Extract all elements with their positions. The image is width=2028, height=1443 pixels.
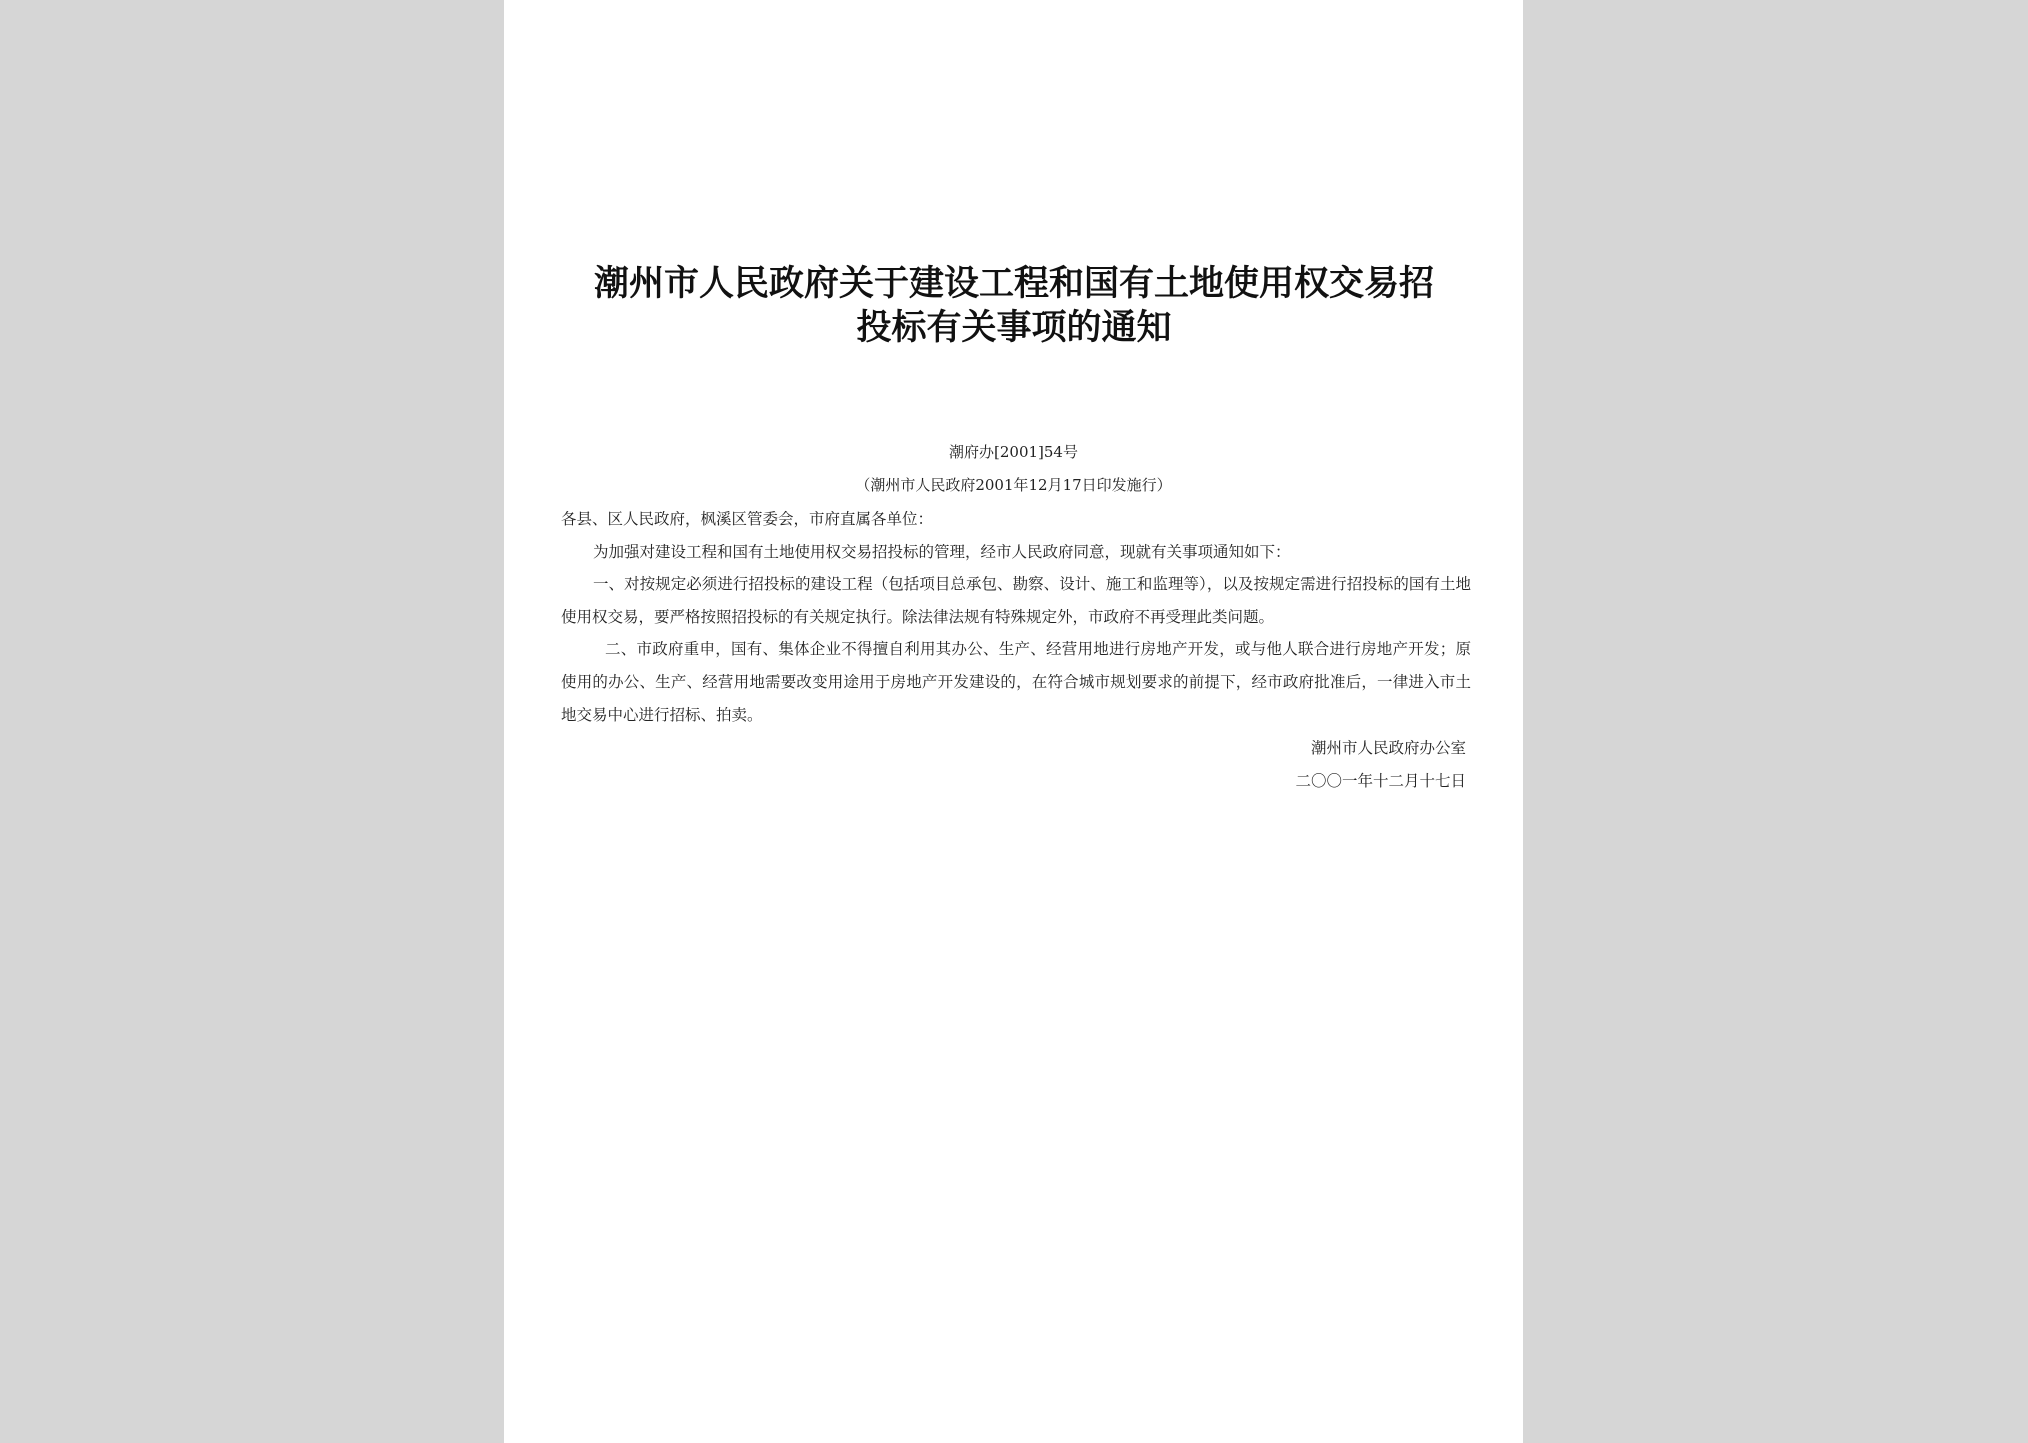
document-number: 潮府办[2001]54号 [949, 443, 1078, 461]
addressee: 各县、区人民政府，枫溪区管委会，市府直属各单位： [561, 510, 934, 528]
document-title [544, 262, 1484, 350]
title-line-1: 潮州市人民政府关于建设工程和国有土地使用权交易招 [593, 264, 1434, 304]
signature: 潮州市人民政府办公室 [1310, 739, 1466, 757]
paragraph-item-2: 二、市政府重申，国有、集体企业不得擅自利用其办公、生产、经营用地进行房地产开发，或与他人联合进行房地产开发；原使用的办公、生产、经营用地需要改变用途用于房地产开发建设的，在符合城市规划要求的前提下，经市政府批准后，一律进入市土地交易中心进行招标、拍卖。 [561, 640, 1471, 724]
document-page [504, 0, 1523, 1443]
title-line-2: 投标有关事项的通知 [856, 308, 1172, 348]
paragraph-intro: 为加强对建设工程和国有土地使用权交易招投标的管理，经市人民政府同意，现就有关事项通知如下： [593, 543, 1291, 561]
document-date: 二〇〇一年十二月十七日 [1295, 772, 1466, 790]
paragraph-item-1: 一、对按规定必须进行招投标的建设工程（包括项目总承包、勘察、设计、施工和监理等），以及按规定需进行招投标的国有土地使用权交易，要严格按照招投标的有关规定执行。除法律法规有特殊规定外，市政府不再受理此类问题。 [561, 575, 1471, 626]
issue-note: （潮州市人民政府2001年12月17日印发施行） [855, 476, 1172, 494]
